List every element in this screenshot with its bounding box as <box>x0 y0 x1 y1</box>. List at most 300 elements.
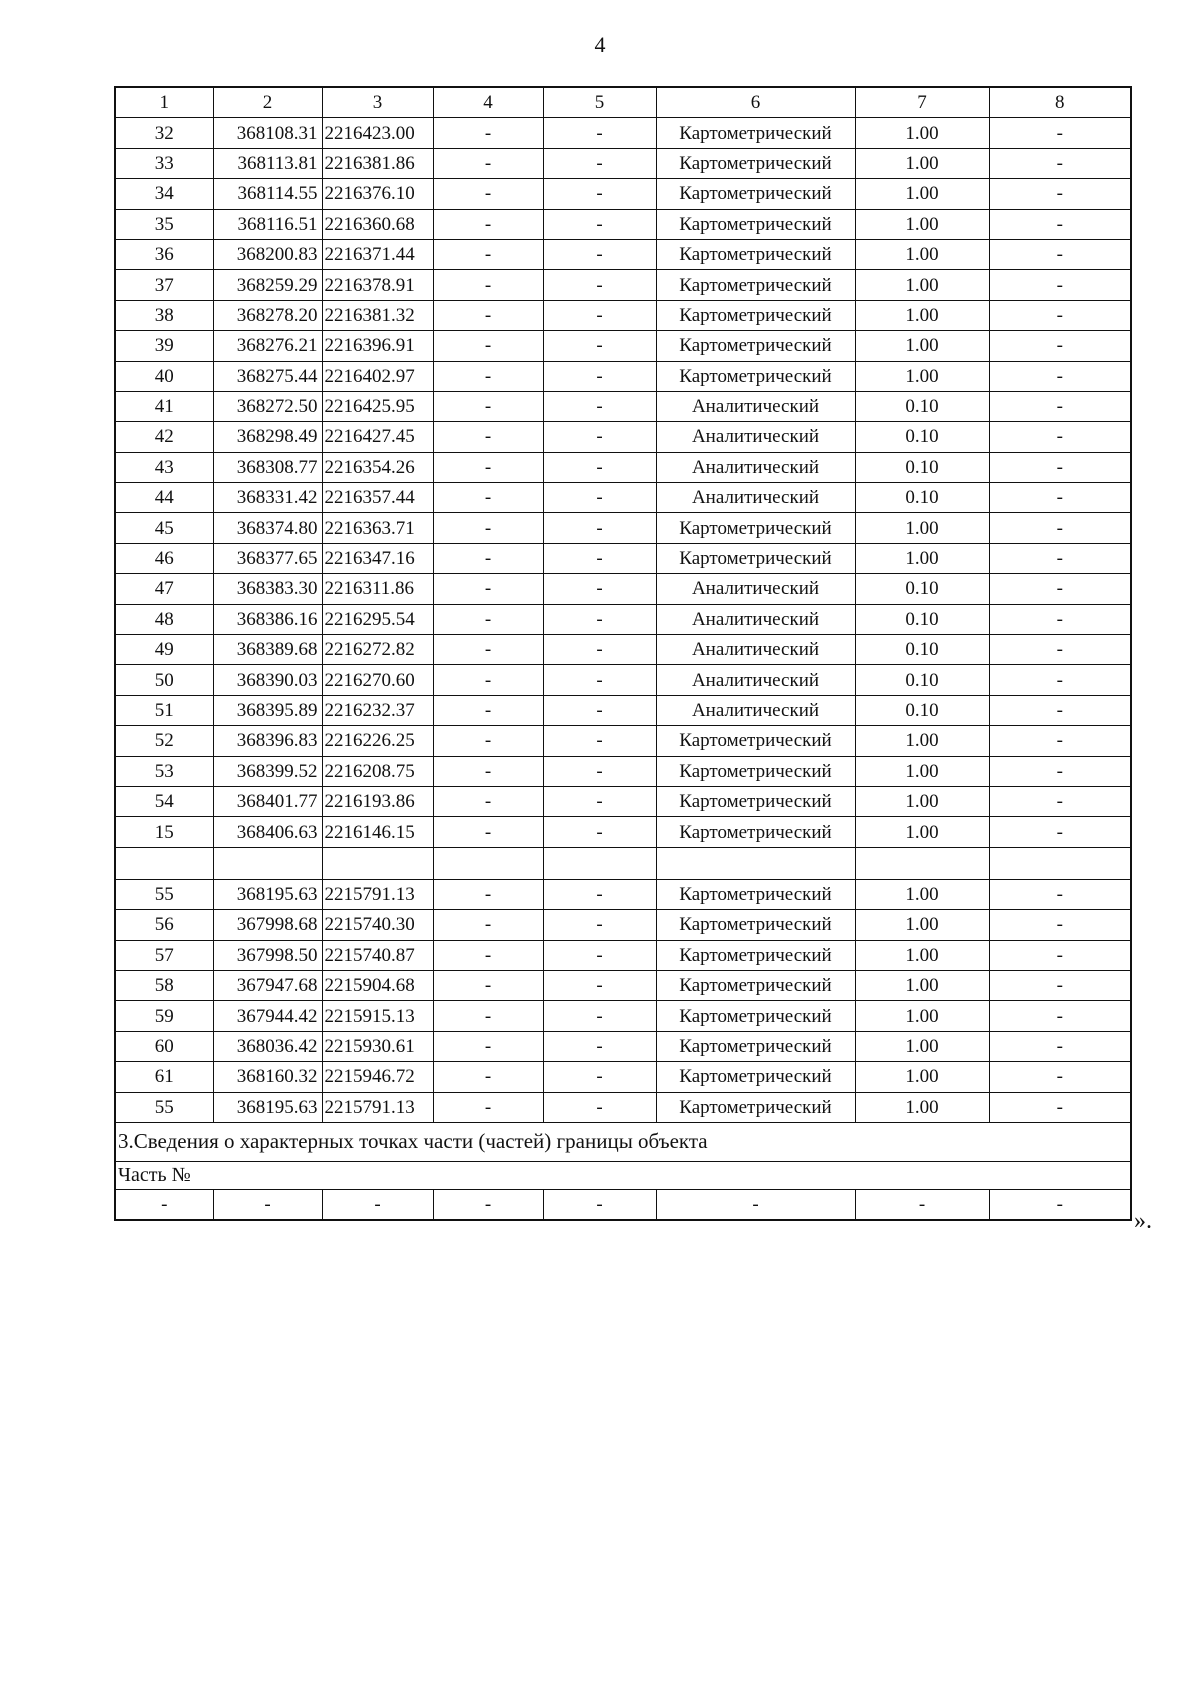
table-cell: 1.00 <box>855 1001 989 1031</box>
table-cell: 53 <box>115 756 213 786</box>
table-cell: - <box>543 118 656 148</box>
table-row <box>115 543 1131 573</box>
table-cell: - <box>433 179 543 209</box>
table-cell: Аналитический <box>656 635 855 665</box>
table-cell: 1.00 <box>855 1092 989 1122</box>
table-cell: - <box>433 726 543 756</box>
table-cell: Картометрический <box>656 361 855 391</box>
table-row <box>115 483 1131 513</box>
table-cell: 2216270.60 <box>322 665 433 695</box>
table-cell: - <box>989 422 1131 452</box>
table-cell: - <box>433 422 543 452</box>
table-cell: 2216427.45 <box>322 422 433 452</box>
table-cell: 368308.77 <box>213 452 322 482</box>
page-number: 4 <box>594 32 606 57</box>
table-cell: 1.00 <box>855 209 989 239</box>
table-cell: 2215791.13 <box>322 1092 433 1122</box>
table-row <box>115 179 1131 209</box>
table-cell: 56 <box>115 910 213 940</box>
table-cell: - <box>989 179 1131 209</box>
table-cell: 0.10 <box>855 574 989 604</box>
empty-cell <box>433 847 543 879</box>
table-cell: Картометрический <box>656 970 855 1000</box>
table-cell: 2216347.16 <box>322 543 433 573</box>
table-cell: 368114.55 <box>213 179 322 209</box>
empty-cell <box>989 847 1131 879</box>
table-cell: 368195.63 <box>213 879 322 909</box>
table-cell: - <box>433 391 543 421</box>
table-cell: 0.10 <box>855 452 989 482</box>
table-cell: - <box>989 270 1131 300</box>
table-cell: Картометрический <box>656 209 855 239</box>
table-cell: - <box>989 1031 1131 1061</box>
table-cell: - <box>433 543 543 573</box>
table-cell: 2216396.91 <box>322 331 433 361</box>
table-cell: - <box>115 1189 213 1220</box>
table-cell: 54 <box>115 786 213 816</box>
table-cell: 368275.44 <box>213 361 322 391</box>
table-cell: - <box>989 300 1131 330</box>
table-cell: 38 <box>115 300 213 330</box>
table-cell: 368298.49 <box>213 422 322 452</box>
table-cell: Аналитический <box>656 422 855 452</box>
table-cell: 368195.63 <box>213 1092 322 1122</box>
table-cell: 48 <box>115 604 213 634</box>
table-cell: 60 <box>115 1031 213 1061</box>
coordinates-table <box>114 86 1132 1221</box>
empty-cell <box>322 847 433 879</box>
section-heading: 3.Сведения о характерных точках части (частей) границы объекта <box>115 1122 1131 1161</box>
table-cell: - <box>543 361 656 391</box>
table-cell: 368374.80 <box>213 513 322 543</box>
table-cell: 368200.83 <box>213 239 322 269</box>
table-cell: - <box>989 1092 1131 1122</box>
column-header: 7 <box>855 87 989 118</box>
closing-quote: ». <box>1134 1208 1152 1234</box>
table-cell: - <box>433 118 543 148</box>
table-cell: Картометрический <box>656 940 855 970</box>
column-header: 8 <box>989 87 1131 118</box>
table-cell: - <box>989 695 1131 725</box>
table-row <box>115 786 1131 816</box>
table-cell: - <box>989 879 1131 909</box>
table-cell: - <box>433 695 543 725</box>
table-cell: - <box>433 270 543 300</box>
table-cell: - <box>543 940 656 970</box>
table-cell: - <box>433 665 543 695</box>
table-cell: 368390.03 <box>213 665 322 695</box>
table-cell: Аналитический <box>656 665 855 695</box>
table-cell: 42 <box>115 422 213 452</box>
table-cell: Аналитический <box>656 574 855 604</box>
table-cell: 32 <box>115 118 213 148</box>
table-cell: 0.10 <box>855 604 989 634</box>
table-cell: 43 <box>115 452 213 482</box>
table-cell: 368116.51 <box>213 209 322 239</box>
table-cell: 1.00 <box>855 786 989 816</box>
table-cell: 2216376.10 <box>322 179 433 209</box>
table-cell: - <box>433 879 543 909</box>
table-row <box>115 118 1131 148</box>
table-cell: Картометрический <box>656 148 855 178</box>
table-row <box>115 940 1131 970</box>
table-cell: - <box>433 817 543 847</box>
table-cell: - <box>543 726 656 756</box>
table-cell: - <box>433 604 543 634</box>
table-cell: - <box>433 483 543 513</box>
table-cell: 2216363.71 <box>322 513 433 543</box>
table-cell: - <box>989 239 1131 269</box>
table-cell: 368396.83 <box>213 726 322 756</box>
column-header: 2 <box>213 87 322 118</box>
table-cell: - <box>543 391 656 421</box>
table-cell: 2216360.68 <box>322 209 433 239</box>
table-cell: 0.10 <box>855 635 989 665</box>
table-cell: - <box>433 361 543 391</box>
table-cell: 2216311.86 <box>322 574 433 604</box>
table-row <box>115 1062 1131 1092</box>
table-cell: - <box>433 148 543 178</box>
table-row <box>115 635 1131 665</box>
table-row <box>115 422 1131 452</box>
table-cell: 2216272.82 <box>322 635 433 665</box>
table-cell: 1.00 <box>855 726 989 756</box>
table-cell: 44 <box>115 483 213 513</box>
table-cell: - <box>543 665 656 695</box>
table-cell: 1.00 <box>855 239 989 269</box>
table-cell: 2216232.37 <box>322 695 433 725</box>
table-cell: 33 <box>115 148 213 178</box>
table-cell: - <box>433 1189 543 1220</box>
table-cell: - <box>543 574 656 604</box>
table-row <box>115 452 1131 482</box>
table-cell: Картометрический <box>656 910 855 940</box>
table-cell: 39 <box>115 331 213 361</box>
table-cell: 1.00 <box>855 148 989 178</box>
table-row <box>115 1031 1131 1061</box>
table-cell: - <box>543 1092 656 1122</box>
table-cell: - <box>543 422 656 452</box>
table-cell: 15 <box>115 817 213 847</box>
table-cell: - <box>322 1189 433 1220</box>
table-cell: Картометрический <box>656 300 855 330</box>
table-cell: Аналитический <box>656 604 855 634</box>
table-cell: - <box>543 452 656 482</box>
table-cell: - <box>433 1001 543 1031</box>
table-cell: 0.10 <box>855 422 989 452</box>
table-cell: - <box>433 786 543 816</box>
table-row <box>115 574 1131 604</box>
table-cell: - <box>989 970 1131 1000</box>
column-header: 3 <box>322 87 433 118</box>
table-cell: 368259.29 <box>213 270 322 300</box>
table-cell: Картометрический <box>656 179 855 209</box>
table-cell: Картометрический <box>656 118 855 148</box>
table-cell: - <box>433 452 543 482</box>
table-cell: - <box>543 239 656 269</box>
column-header: 5 <box>543 87 656 118</box>
table-cell: - <box>543 879 656 909</box>
table-cell: 2215915.13 <box>322 1001 433 1031</box>
table-cell: - <box>543 817 656 847</box>
table-cell: - <box>543 695 656 725</box>
table-cell: - <box>543 179 656 209</box>
table-cell: - <box>989 1062 1131 1092</box>
table-cell: - <box>989 391 1131 421</box>
table-cell: 47 <box>115 574 213 604</box>
table-cell: 1.00 <box>855 879 989 909</box>
table-cell: 1.00 <box>855 817 989 847</box>
table-cell: 367947.68 <box>213 970 322 1000</box>
table-cell: - <box>433 1031 543 1061</box>
table-cell: - <box>433 970 543 1000</box>
table-cell: 367998.68 <box>213 910 322 940</box>
table-cell: - <box>543 543 656 573</box>
table-row <box>115 665 1131 695</box>
part-row <box>115 1161 1131 1189</box>
table-cell: 50 <box>115 665 213 695</box>
table-cell: - <box>989 635 1131 665</box>
blank-separator-row <box>115 847 1131 879</box>
table-cell: 0.10 <box>855 391 989 421</box>
table-cell: 1.00 <box>855 1062 989 1092</box>
table-cell: 2215946.72 <box>322 1062 433 1092</box>
table-cell: Картометрический <box>656 1031 855 1061</box>
table-cell: Аналитический <box>656 695 855 725</box>
empty-cell <box>115 847 213 879</box>
table-cell: 1.00 <box>855 331 989 361</box>
table-cell: 368395.89 <box>213 695 322 725</box>
table-cell: - <box>543 970 656 1000</box>
table-cell: 1.00 <box>855 179 989 209</box>
table-cell: - <box>543 1001 656 1031</box>
table-row <box>115 270 1131 300</box>
table-cell: 368278.20 <box>213 300 322 330</box>
table-cell: 1.00 <box>855 361 989 391</box>
table-cell: 2215740.87 <box>322 940 433 970</box>
table-cell: - <box>433 1062 543 1092</box>
table-cell: 36 <box>115 239 213 269</box>
table-cell: 2216381.86 <box>322 148 433 178</box>
table-row <box>115 300 1131 330</box>
table-cell: 1.00 <box>855 513 989 543</box>
table-cell: 2216208.75 <box>322 756 433 786</box>
table-cell: 2216193.86 <box>322 786 433 816</box>
table-cell: - <box>989 817 1131 847</box>
table-cell: - <box>433 331 543 361</box>
table-cell: 41 <box>115 391 213 421</box>
section-heading-row <box>115 1122 1131 1161</box>
table-cell: - <box>989 209 1131 239</box>
table-cell: Картометрический <box>656 1092 855 1122</box>
table-row <box>115 817 1131 847</box>
column-header: 6 <box>656 87 855 118</box>
closing-row <box>115 1189 1131 1220</box>
table-cell: 368276.21 <box>213 331 322 361</box>
table-cell: 35 <box>115 209 213 239</box>
table-cell: - <box>543 300 656 330</box>
table-cell: Аналитический <box>656 483 855 513</box>
table-cell: 34 <box>115 179 213 209</box>
table-cell: 1.00 <box>855 940 989 970</box>
table-cell: - <box>543 148 656 178</box>
table-cell: 2216378.91 <box>322 270 433 300</box>
table-cell: 2216402.97 <box>322 361 433 391</box>
table-cell: - <box>433 635 543 665</box>
table-cell: - <box>543 910 656 940</box>
table-cell: 45 <box>115 513 213 543</box>
table-cell: - <box>989 786 1131 816</box>
table-cell: - <box>543 1062 656 1092</box>
table-cell: Картометрический <box>656 270 855 300</box>
table-cell: 368386.16 <box>213 604 322 634</box>
table-row <box>115 391 1131 421</box>
table-cell: 2215740.30 <box>322 910 433 940</box>
table-cell: 368377.65 <box>213 543 322 573</box>
table-cell: 46 <box>115 543 213 573</box>
table-cell: - <box>989 148 1131 178</box>
table-row <box>115 695 1131 725</box>
table-cell: 368406.63 <box>213 817 322 847</box>
table-cell: 2216381.32 <box>322 300 433 330</box>
table-cell: 367944.42 <box>213 1001 322 1031</box>
table-cell: - <box>989 574 1131 604</box>
table-cell: - <box>543 513 656 543</box>
part-label: Часть № <box>115 1161 1131 1189</box>
table-cell: 1.00 <box>855 270 989 300</box>
table-cell: Картометрический <box>656 756 855 786</box>
table-cell: - <box>989 331 1131 361</box>
table-cell: - <box>543 604 656 634</box>
table-cell: - <box>213 1189 322 1220</box>
table-cell: - <box>433 940 543 970</box>
table-cell: Картометрический <box>656 1001 855 1031</box>
table-row <box>115 1001 1131 1031</box>
table-row <box>115 970 1131 1000</box>
table-cell: 2216226.25 <box>322 726 433 756</box>
table-cell: - <box>433 300 543 330</box>
table-cell: - <box>433 209 543 239</box>
table-cell: 2216425.95 <box>322 391 433 421</box>
table-cell: 0.10 <box>855 483 989 513</box>
table-cell: 0.10 <box>855 665 989 695</box>
table-cell: - <box>989 756 1131 786</box>
table-cell: - <box>543 756 656 786</box>
table-row <box>115 513 1131 543</box>
table-cell: 368389.68 <box>213 635 322 665</box>
table-cell: - <box>433 513 543 543</box>
table-cell: Аналитический <box>656 452 855 482</box>
table-cell: 2216423.00 <box>322 118 433 148</box>
table-row <box>115 239 1131 269</box>
table-cell: - <box>543 483 656 513</box>
table-cell: 1.00 <box>855 543 989 573</box>
table-cell: - <box>989 543 1131 573</box>
table-cell: Картометрический <box>656 239 855 269</box>
table-cell: - <box>989 513 1131 543</box>
empty-cell <box>855 847 989 879</box>
table-cell: 2216354.26 <box>322 452 433 482</box>
table-cell: 37 <box>115 270 213 300</box>
table-cell: 1.00 <box>855 910 989 940</box>
table-cell: - <box>989 726 1131 756</box>
empty-cell <box>543 847 656 879</box>
table-cell: - <box>543 786 656 816</box>
table-cell: - <box>989 1001 1131 1031</box>
table-cell: - <box>989 361 1131 391</box>
table-cell: - <box>989 910 1131 940</box>
table-cell: - <box>433 574 543 604</box>
table-cell: 0.10 <box>855 695 989 725</box>
table-cell: - <box>989 483 1131 513</box>
table-cell: Картометрический <box>656 513 855 543</box>
table-cell: 2216371.44 <box>322 239 433 269</box>
table-cell: 2215930.61 <box>322 1031 433 1061</box>
table-cell: - <box>543 1031 656 1061</box>
table-cell: - <box>989 665 1131 695</box>
table-cell: 61 <box>115 1062 213 1092</box>
table-cell: 57 <box>115 940 213 970</box>
table-cell: - <box>989 118 1131 148</box>
table-row <box>115 1092 1131 1122</box>
table-cell: 51 <box>115 695 213 725</box>
table-cell: 368160.32 <box>213 1062 322 1092</box>
table-cell: Картометрический <box>656 879 855 909</box>
table-row <box>115 148 1131 178</box>
table-cell: - <box>989 1189 1131 1220</box>
table-cell: - <box>989 604 1131 634</box>
column-header: 1 <box>115 87 213 118</box>
table-cell: - <box>433 910 543 940</box>
table-row <box>115 361 1131 391</box>
table-cell: - <box>543 270 656 300</box>
table-cell: - <box>989 452 1131 482</box>
table-row <box>115 331 1131 361</box>
table-cell: - <box>855 1189 989 1220</box>
table-cell: 2216295.54 <box>322 604 433 634</box>
table-cell: 58 <box>115 970 213 1000</box>
table-cell: 2215904.68 <box>322 970 433 1000</box>
table-cell: 368272.50 <box>213 391 322 421</box>
header-row <box>115 87 1131 118</box>
table-row <box>115 209 1131 239</box>
table-cell: 367998.50 <box>213 940 322 970</box>
table-cell: Картометрический <box>656 786 855 816</box>
table-cell: Картометрический <box>656 1062 855 1092</box>
table-cell: 40 <box>115 361 213 391</box>
table-row <box>115 604 1131 634</box>
table-cell: 2215791.13 <box>322 879 433 909</box>
table-cell: 368036.42 <box>213 1031 322 1061</box>
table-cell: 1.00 <box>855 300 989 330</box>
column-header: 4 <box>433 87 543 118</box>
table-cell: Аналитический <box>656 391 855 421</box>
table-cell: - <box>543 635 656 665</box>
empty-cell <box>213 847 322 879</box>
table-cell: 55 <box>115 879 213 909</box>
table-cell: Картометрический <box>656 331 855 361</box>
table-cell: 368399.52 <box>213 756 322 786</box>
table-cell: - <box>433 1092 543 1122</box>
table-cell: - <box>543 331 656 361</box>
table-cell: 49 <box>115 635 213 665</box>
table-cell: 1.00 <box>855 1031 989 1061</box>
table-row <box>115 910 1131 940</box>
table-cell: - <box>989 940 1131 970</box>
table-cell: 1.00 <box>855 756 989 786</box>
table-cell: Картометрический <box>656 543 855 573</box>
table-row <box>115 726 1131 756</box>
